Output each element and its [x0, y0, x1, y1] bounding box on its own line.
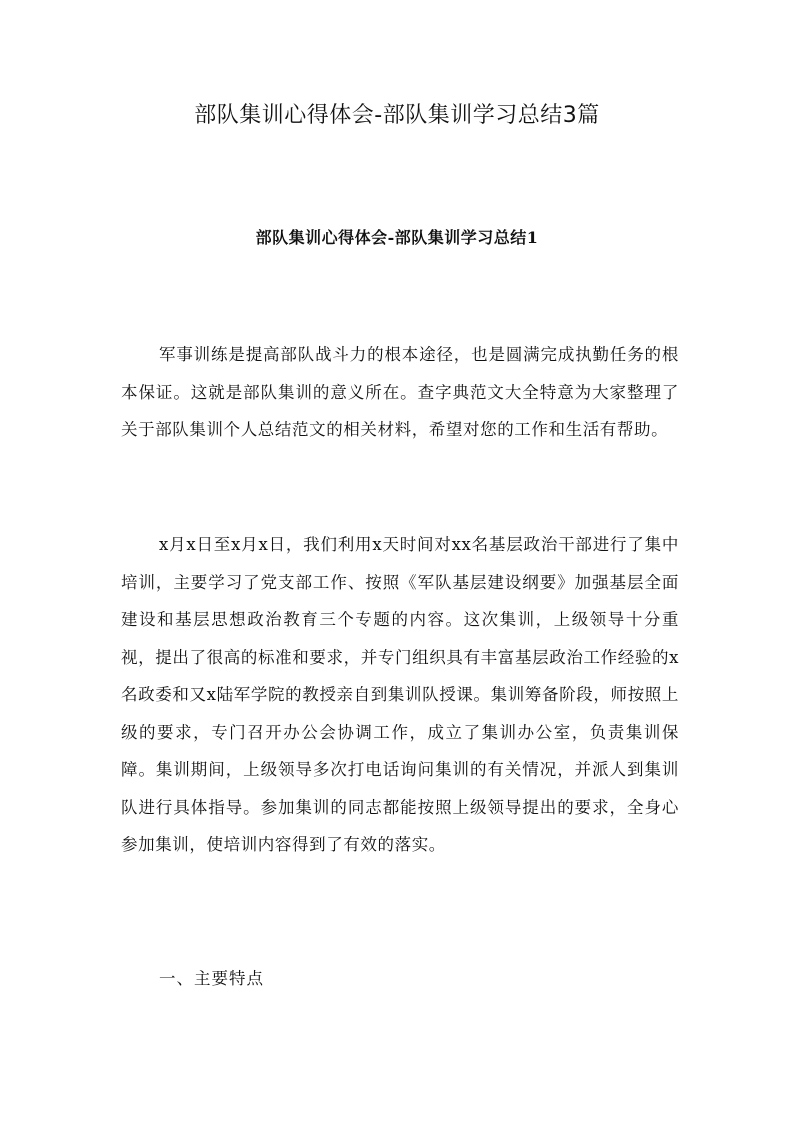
section-title: 部队集训心得体会-部队集训学习总结1: [255, 228, 539, 247]
paragraph-training-summary: x月x日至x月x日，我们利用x天时间对xx名基层政治干部进行了集中培训，主要学习了党支部工作、按照《军队基层建设纲要》加强基层全面建设和基层思想政治教育三个专题的内容。这次集训，上级领导十分重视，提出了很高的标准和要求，并专门组织具有丰富基层政治工作经验的x名政委和又x陆军学院的教授亲自到集训队授课。集训筹备阶段，师按照上级的要求，专门召开办公会协调工作，成立了集训办公室，负责集训保障。集训期间，上级领导多次打电话询问集训的有关情况，并派人到集训队进行具体指导。参加集训的同志都能按照上级领导提出的要求，全身心参加集训，使培训内容得到了有效的落实。: [121, 535, 679, 854]
paragraph-intro: 军事训练是提高部队战斗力的根本途径，也是圆满完成执勤任务的根本保证。这就是部队集训的意义所在。查字典范文大全特意为大家整理了关于部队集训个人总结范文的相关材料，希望对您的工作和生活有帮助。: [121, 345, 679, 439]
document-title: 部队集训心得体会-部队集训学习总结3篇: [194, 103, 600, 128]
section-heading-main-features: 一、主要特点: [159, 969, 264, 988]
